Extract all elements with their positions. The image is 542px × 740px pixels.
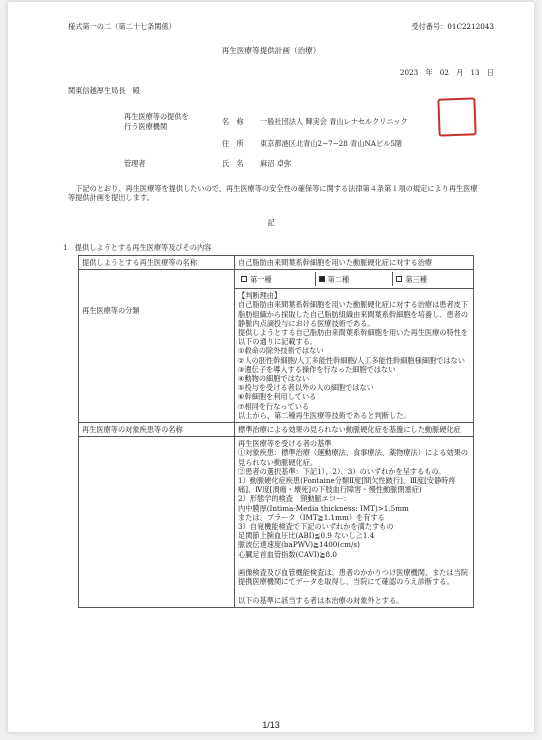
checked-box-icon (319, 276, 325, 282)
document-title: 再生医療等提供計画（治療） (221, 46, 321, 55)
clinic-seal-stamp (437, 97, 476, 136)
classification-cell (235, 270, 474, 289)
class-label: 第一種 (250, 274, 272, 284)
row1-label: 提供しようとする再生医療等の名称 (79, 256, 235, 270)
section-1-heading: 1 提供しようとする再生医療等及びその内容 (63, 243, 212, 252)
clinic-address: 東京都港区北青山2−7−28 青山NAビル5階 (260, 139, 403, 148)
table-row (79, 270, 474, 289)
checkbox-icon (241, 276, 247, 282)
provider-label-line2: 行う医療機関 (124, 122, 168, 131)
manager-name-label: 氏 名 (222, 159, 244, 168)
patient-criteria: 再生医療等を受ける者の基準 ①対象疾患：標準治療（運動療法、食事療法、薬物療法）による効果の見られない動脈硬化症。 ②患者の選択基準：下記1）、2）、3）のいずれかを呈するもの。 1）動脈硬化症疾患(Fontaine分類Ⅱ度[間欠性跛行]、Ⅲ度[安静時疼痛]、Ⅳ度[潰瘍・壊死]の下肢血行障害・慢性動脈閉塞症) 2）形態学的検査 頸動脈エコー： 内中膜厚(Intima-Media thickness: IMT)>1.5mm または、プラーク（IMT≧1.1mm）を有する 3）自覚機能検査で下記のいずれかを満たすもの 足関節上腕血圧比(ABI)≦0.9 ないし≧1.4 脈波伝達速度(baPWV)≧1400(cm/s) 心臓足首血管指数(CAVI)≧8.0 画像検査及び血管機能検査は、患者のかかりつけ医療機関、または当院提携医療機関にてデータを取得し、当院にて確認のうえ診断する。 以下の基準に該当する者は本治療の対象外とする。 (235, 437, 474, 608)
addressee: 関東信越厚生局長 殿 (68, 86, 140, 95)
class-option-1 (238, 272, 316, 286)
classification-reason: 【判断理由】 自己脂肪由来間葉系幹細胞を用いた動脈硬化症に対する治療は患者皮下脂肪組織から採取した自己脂肪組織由来間葉系幹細胞を培養し、患者の静脈内点滴投与における医療技術である。 提供しようとする自己脂肪由来間葉系幹細胞を用いた再生医療の特性を以下の通りに記載する。 ①救命の除外技術ではない ②人の胚性幹細胞/人工多能性幹細胞/人工多能性幹細胞様細胞ではない ③遺伝子を導入する操作を行なった細胞ではない ④動物の細胞ではない ⑤投与を受ける者以外の人の細胞ではない ⑥幹細胞を利用している ⑦相同を行なっている 以上から、第二種再生医療等技術であると判断した。 (235, 289, 474, 423)
row3-value: 標準治療による効果の見られない動脈硬化症を基盤にした動脈硬化症 (235, 423, 474, 437)
checkbox-icon (396, 276, 402, 282)
provider-label-line1: 再生医療等の提供を (124, 112, 189, 121)
form-label: 様式第一の二（第二十七条関係） (68, 22, 176, 31)
row3-label: 再生医療等の対象疾患等の名称 (79, 423, 235, 437)
class-option-3 (393, 272, 470, 286)
manager-name: 麻沼 卓弥 (260, 159, 292, 168)
clinic-name: 一般社団法人 輝実会 青山レナセルクリニック (260, 117, 408, 126)
row4-label-empty (79, 437, 235, 608)
page-number: 1/13 (262, 720, 280, 730)
submission-date: 2023 年 02 月 13 日 (399, 68, 494, 77)
class-label: 第二種 (327, 274, 350, 284)
class-option-2 (316, 272, 394, 286)
plan-table (78, 255, 474, 608)
table-row (79, 423, 474, 437)
row2-label: 再生医療等の分類 (79, 270, 235, 423)
row1-value: 自己脂肪由来間葉系幹細胞を用いた動脈硬化症に対する治療 (235, 256, 474, 270)
ki-heading: 記 (267, 218, 275, 227)
table-row (79, 256, 474, 270)
document-page (8, 2, 534, 732)
name-label: 名 称 (222, 117, 244, 126)
intro-paragraph: 下記のとおり、再生医療等を提供したいので、再生医療等の安全性の確保等に関する法律第４条第１項の規定により再生医療等提供計画を提出します。 (68, 184, 478, 202)
receipt-number: 受付番号：01C2212043 (411, 22, 494, 31)
address-label: 住 所 (222, 139, 244, 148)
manager-role: 管理者 (124, 159, 146, 168)
table-row (79, 437, 474, 608)
class-label: 第三種 (405, 274, 427, 284)
